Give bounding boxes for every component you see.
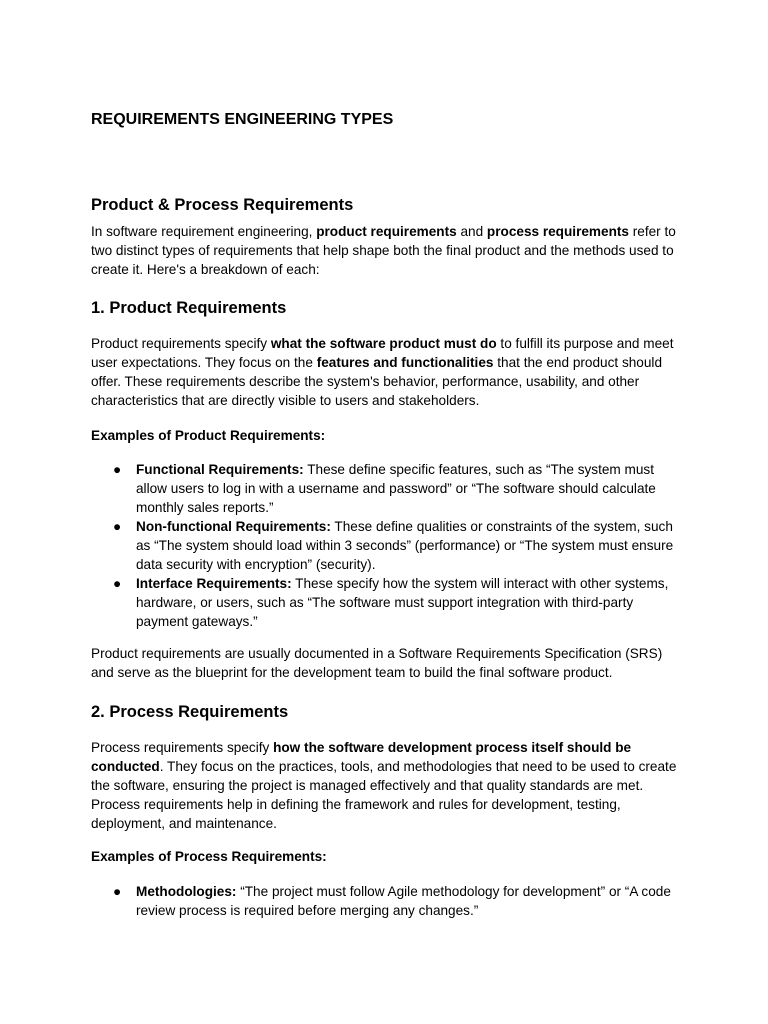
process-examples-label: Examples of Process Requirements:	[91, 849, 327, 864]
product-text-2: to fulfill its purpose and meet user expectations. They focus on the	[91, 336, 674, 370]
product-text-3: that the end product should offer. These requirements describe the system's behavior, performance, usability, and other characteristics that are directly visible to users and stakeholders.	[91, 355, 663, 408]
product-requirements-paragraph	[91, 334, 683, 410]
intro-text-3: refer to two distinct types of requirements that help shape both the final product and the methods used to create it. Here's a breakdown of each:	[91, 224, 676, 277]
product-examples-list	[91, 460, 691, 631]
intro-paragraph	[91, 222, 683, 279]
intro-bold-product-requirements: product requirements	[316, 224, 457, 239]
intro-text-1: In software requirement engineering,	[91, 224, 317, 239]
list-item-methodologies	[91, 882, 681, 920]
product-bold-2: features and functionalities	[316, 355, 494, 370]
list-item-interface	[91, 574, 681, 631]
process-bold-1: how the software development process itself should be conducted	[91, 740, 632, 774]
intro-text-2: and	[456, 224, 487, 239]
bullet-bold-label: Non-functional Requirements:	[136, 519, 331, 534]
process-requirements-heading: 2. Process Requirements	[91, 703, 289, 721]
process-text-2: . They focus on the practices, tools, and methodologies that need to be used to create the software, ensuring the project is managed effectively and that quality standards are met. Process requirements help in defining the framework and rules for development, testing, deployment, and maintenance.	[91, 759, 677, 831]
process-requirements-paragraph	[91, 738, 683, 833]
bullet-bold-label: Interface Requirements:	[136, 576, 292, 591]
product-bold-1: what the software product must do	[270, 336, 497, 351]
document-title: REQUIREMENTS ENGINEERING TYPES	[91, 111, 394, 128]
bullet-icon: ●	[113, 576, 122, 591]
bullet-text: These define qualities or constraints of the system, such as “The system should load within 3 seconds” (performance) or “The system must ensure data security with encryption” (security).	[136, 519, 674, 572]
product-requirements-heading: 1. Product Requirements	[91, 299, 287, 317]
bullet-icon: ●	[113, 519, 122, 534]
bullet-bold-label: Functional Requirements:	[136, 462, 304, 477]
process-examples-list	[91, 882, 691, 920]
product-text-1: Product requirements specify	[91, 336, 271, 351]
product-examples-label: Examples of Product Requirements:	[91, 428, 326, 443]
bullet-bold-label: Methodologies:	[136, 884, 237, 899]
bullet-icon: ●	[113, 884, 122, 899]
intro-bold-process-requirements: process requirements	[486, 224, 629, 239]
section-heading: Product & Process Requirements	[91, 196, 354, 214]
bullet-text: These specify how the system will interact with other systems, hardware, or users, such as “The software must support integration with third-party payment gateways.”	[136, 576, 669, 629]
bullet-text: These define specific features, such as “The system must allow users to log in with a username and password” or “The software should calculate monthly sales reports.”	[136, 462, 656, 515]
list-item-functional	[91, 460, 681, 517]
bullet-text: “The project must follow Agile methodology for development” or “A code review process is required before merging any changes.”	[136, 884, 671, 918]
product-closing-paragraph: Product requirements are usually documented in a Software Requirements Specification (SRS) and serve as the blueprint for the development team to build the final software product.	[91, 646, 663, 680]
bullet-icon: ●	[113, 462, 122, 477]
process-text-1: Process requirements specify	[91, 740, 274, 755]
list-item-non-functional	[91, 517, 681, 574]
